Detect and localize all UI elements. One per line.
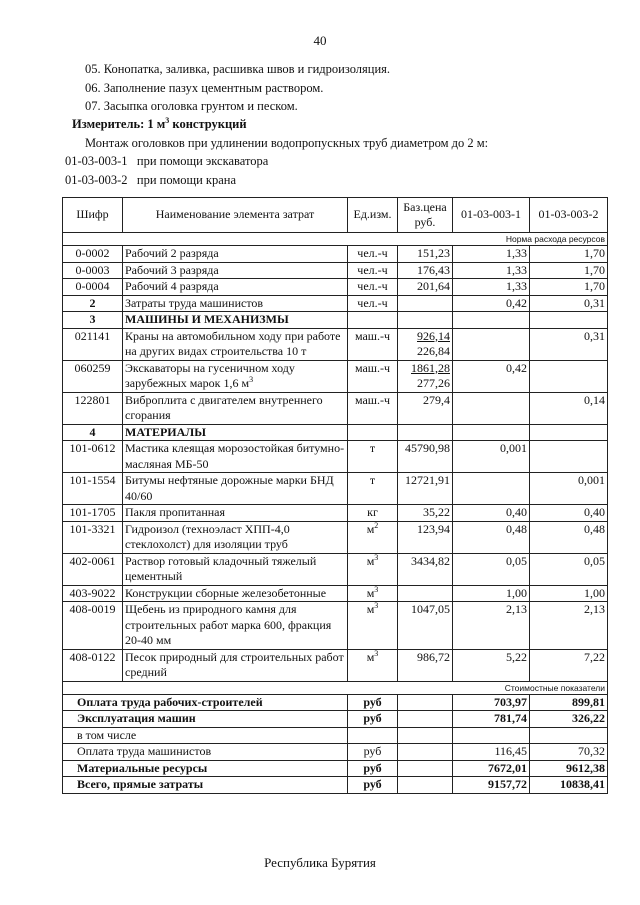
- summary-value-2: [530, 727, 608, 744]
- row-value-2: 1,00: [530, 585, 608, 602]
- summary-value-2: 10838,41: [530, 777, 608, 794]
- table-row: [63, 360, 608, 392]
- section-code: 4: [63, 424, 123, 441]
- row-unit: [348, 424, 398, 441]
- row-price: 12721,91: [398, 473, 453, 505]
- measure-line: [72, 117, 247, 132]
- row-value-2: 1,70: [530, 279, 608, 296]
- row-unit: чел.-ч: [348, 262, 398, 279]
- table-row: [63, 441, 608, 473]
- row-price: [398, 694, 453, 711]
- row-code: 0-0003: [63, 262, 123, 279]
- row-code: 408-0019: [63, 602, 123, 650]
- row-value-2: 0,40: [530, 505, 608, 522]
- row-unit: чел.-ч: [348, 246, 398, 263]
- summary-value-1: 116,45: [453, 744, 530, 761]
- row-price: 279,4: [398, 392, 453, 424]
- row-price: 123,94: [398, 521, 453, 553]
- row-value-1: [453, 328, 530, 360]
- summary-value-2: 326,22: [530, 711, 608, 728]
- row-value-2: 1,70: [530, 246, 608, 263]
- row-price: [398, 312, 453, 329]
- section-row: [63, 312, 608, 329]
- section-code: 2: [63, 295, 123, 312]
- summary-value-1: 703,97: [453, 694, 530, 711]
- footer-region: Республика Бурятия: [264, 855, 376, 870]
- row-name: Песок природный для строительных работ средний: [123, 649, 348, 681]
- measure-suffix: конструкций: [169, 117, 247, 131]
- row-name: Рабочий 3 разряда: [123, 262, 348, 279]
- row-value-1: 0,001: [453, 441, 530, 473]
- cost-table: [62, 197, 608, 794]
- summary-unit: руб: [348, 744, 398, 761]
- row-value-1: [453, 473, 530, 505]
- summary-row: [63, 711, 608, 728]
- summary-row: [63, 694, 608, 711]
- row-value-1: 1,33: [453, 246, 530, 263]
- row-value-1: 5,22: [453, 649, 530, 681]
- row-value-1: 0,42: [453, 295, 530, 312]
- row-unit: т: [348, 441, 398, 473]
- table-row: [63, 585, 608, 602]
- row-code: 403-9022: [63, 585, 123, 602]
- table-row: [63, 602, 608, 650]
- row-price: 926,14 226,84: [398, 328, 453, 360]
- header-col2: 01-03-003-2: [530, 198, 608, 233]
- row-value-1: [453, 424, 530, 441]
- code-line-2: [65, 173, 236, 188]
- row-value-2: [530, 360, 608, 392]
- row-price: 176,43: [398, 262, 453, 279]
- code-1: 01-03-003-1: [65, 154, 128, 168]
- row-code: 408-0122: [63, 649, 123, 681]
- row-price: 1861,28 277,26: [398, 360, 453, 392]
- table-row: [63, 279, 608, 296]
- row-unit: маш.-ч: [348, 392, 398, 424]
- row-name: Гидроизол (техноэласт ХПП-4,0 стеклохолст) для изоляции труб: [123, 521, 348, 553]
- summary-name: Эксплуатация машин: [63, 711, 348, 728]
- row-value-1: 1,33: [453, 262, 530, 279]
- row-unit: т: [348, 473, 398, 505]
- code-line-1: [65, 154, 268, 169]
- cost-note-row: [63, 681, 608, 694]
- row-value-1: 0,05: [453, 553, 530, 585]
- summary-unit: руб: [348, 760, 398, 777]
- row-code: 402-0061: [63, 553, 123, 585]
- row-price: 986,72: [398, 649, 453, 681]
- header-row: [63, 198, 608, 233]
- section-row: [63, 424, 608, 441]
- summary-name: Материальные ресурсы: [63, 760, 348, 777]
- row-price: 45790,98: [398, 441, 453, 473]
- row-unit: чел.-ч: [348, 279, 398, 296]
- code-1-text: при помощи экскаватора: [136, 154, 269, 168]
- row-value-2: 0,05: [530, 553, 608, 585]
- row-value-1: 1,33: [453, 279, 530, 296]
- header-unit: Ед.изм.: [348, 198, 398, 233]
- table-row: [63, 328, 608, 360]
- row-unit: $м^3$: [348, 602, 398, 650]
- measure-prefix: Измеритель: 1 м: [72, 117, 166, 131]
- summary-name: в том числе: [63, 727, 348, 744]
- row-code: 101-0612: [63, 441, 123, 473]
- row-value-2: 2,13: [530, 602, 608, 650]
- row-price: [398, 585, 453, 602]
- summary-name: Оплата труда машинистов: [63, 744, 348, 761]
- row-name: Мастика клеящая морозостойкая битумно-масляная МБ-50: [123, 441, 348, 473]
- page-number: 40: [313, 33, 327, 48]
- summary-name: Оплата труда рабочих-строителей: [63, 694, 348, 711]
- row-name: Рабочий 4 разряда: [123, 279, 348, 296]
- row-code: 0-0002: [63, 246, 123, 263]
- row-price: [398, 727, 453, 744]
- row-price: [398, 424, 453, 441]
- row-name: Конструкции сборные железобетонные: [123, 585, 348, 602]
- row-price: [398, 777, 453, 794]
- measure-sup: 3: [165, 115, 170, 125]
- norm-note-row: [63, 233, 608, 246]
- row-value-2: [530, 312, 608, 329]
- row-unit: $м^3$: [348, 649, 398, 681]
- table-row: [63, 262, 608, 279]
- row-name: Виброплита с двигателем внутреннего сгорания: [123, 392, 348, 424]
- section-code: 3: [63, 312, 123, 329]
- code-2-text: при помощи крана: [136, 173, 237, 187]
- code-2: 01-03-003-2: [65, 173, 128, 187]
- summary-value-1: 9157,72: [453, 777, 530, 794]
- row-unit: кг: [348, 505, 398, 522]
- summary-value-2: 9612,38: [530, 760, 608, 777]
- row-name: Краны на автомобильном ходу при работе на других видах строительства 10 т: [123, 328, 348, 360]
- row-price: 3434,82: [398, 553, 453, 585]
- row-value-2: 0,31: [530, 328, 608, 360]
- row-code: 101-3321: [63, 521, 123, 553]
- row-name: Экскаваторы на гусеничном ходу зарубежных марок 1,6 $м^3$: [123, 360, 348, 392]
- intro-line-3: 07. Засыпка оголовка грунтом и песком.: [85, 99, 298, 113]
- row-value-2: [530, 441, 608, 473]
- summary-row: [63, 777, 608, 794]
- summary-value-1: 7672,01: [453, 760, 530, 777]
- row-code: 0-0004: [63, 279, 123, 296]
- section-name: МАШИНЫ И МЕХАНИЗМЫ: [123, 312, 348, 329]
- table-row: [63, 473, 608, 505]
- summary-value-2: 899,81: [530, 694, 608, 711]
- row-price: [398, 760, 453, 777]
- row-value-2: 0,14: [530, 392, 608, 424]
- row-name: Раствор готовый кладочный тяжелый цементный: [123, 553, 348, 585]
- row-unit: [348, 312, 398, 329]
- table-row: [63, 505, 608, 522]
- row-unit: маш.-ч: [348, 360, 398, 392]
- row-code: 101-1554: [63, 473, 123, 505]
- summary-row: [63, 727, 608, 744]
- row-value-2: 0,001: [530, 473, 608, 505]
- header-code: Шифр: [63, 198, 123, 233]
- cost-note: Стоимостные показатели: [63, 681, 608, 694]
- row-price: [398, 295, 453, 312]
- row-value-1: 0,48: [453, 521, 530, 553]
- row-value-2: [530, 424, 608, 441]
- row-price: 201,64: [398, 279, 453, 296]
- row-value-2: 1,70: [530, 262, 608, 279]
- row-code: 101-1705: [63, 505, 123, 522]
- row-value-1: [453, 392, 530, 424]
- row-price: 1047,05: [398, 602, 453, 650]
- row-price: [398, 711, 453, 728]
- row-value-1: 2,13: [453, 602, 530, 650]
- section-unit: чел.-ч: [348, 295, 398, 312]
- intro-line-2: 06. Заполнение пазух цементным раствором.: [85, 81, 324, 95]
- summary-value-1: [453, 727, 530, 744]
- summary-row: [63, 760, 608, 777]
- row-code: 021141: [63, 328, 123, 360]
- row-value-2: 0,48: [530, 521, 608, 553]
- row-value-1: [453, 312, 530, 329]
- row-price: [398, 744, 453, 761]
- table-row: [63, 392, 608, 424]
- summary-value-2: 70,32: [530, 744, 608, 761]
- row-price: 151,23: [398, 246, 453, 263]
- row-name: Рабочий 2 разряда: [123, 246, 348, 263]
- section-name: МАТЕРИАЛЫ: [123, 424, 348, 441]
- row-value-1: 0,40: [453, 505, 530, 522]
- table-row: [63, 553, 608, 585]
- row-unit: $м^3$: [348, 585, 398, 602]
- row-code: 060259: [63, 360, 123, 392]
- row-value-1: 0,42: [453, 360, 530, 392]
- table-row: [63, 246, 608, 263]
- header-price: Баз.цена руб.: [398, 198, 453, 233]
- header-col1: 01-03-003-1: [453, 198, 530, 233]
- intro-line-1: 05. Конопатка, заливка, расшивка швов и гидроизоляция.: [85, 62, 391, 76]
- row-code: 122801: [63, 392, 123, 424]
- row-unit: $м^2$: [348, 521, 398, 553]
- summary-unit: руб: [348, 694, 398, 711]
- row-value-1: 1,00: [453, 585, 530, 602]
- summary-row: [63, 744, 608, 761]
- table-row: [63, 649, 608, 681]
- row-price: 35,22: [398, 505, 453, 522]
- row-name: Битумы нефтяные дорожные марки БНД 40/60: [123, 473, 348, 505]
- row-name: Щебень из природного камня для строительных работ марка 600, фракция 20-40 мм: [123, 602, 348, 650]
- row-value-2: 7,22: [530, 649, 608, 681]
- row-name: Пакля пропитанная: [123, 505, 348, 522]
- section-name: Затраты труда машинистов: [123, 295, 348, 312]
- section-row: [63, 295, 608, 312]
- row-unit: $м^3$: [348, 553, 398, 585]
- row-value-2: 0,31: [530, 295, 608, 312]
- row-unit: маш.-ч: [348, 328, 398, 360]
- summary-value-1: 781,74: [453, 711, 530, 728]
- description: Монтаж оголовков при удлинении водопропускных труб диаметром до 2 м:: [85, 136, 489, 150]
- summary-unit: руб: [348, 711, 398, 728]
- summary-name: Всего, прямые затраты: [63, 777, 348, 794]
- summary-unit: руб: [348, 777, 398, 794]
- summary-unit: [348, 727, 398, 744]
- header-name: Наименование элемента затрат: [123, 198, 348, 233]
- table-row: [63, 521, 608, 553]
- norm-note: Норма расхода ресурсов: [63, 233, 608, 246]
